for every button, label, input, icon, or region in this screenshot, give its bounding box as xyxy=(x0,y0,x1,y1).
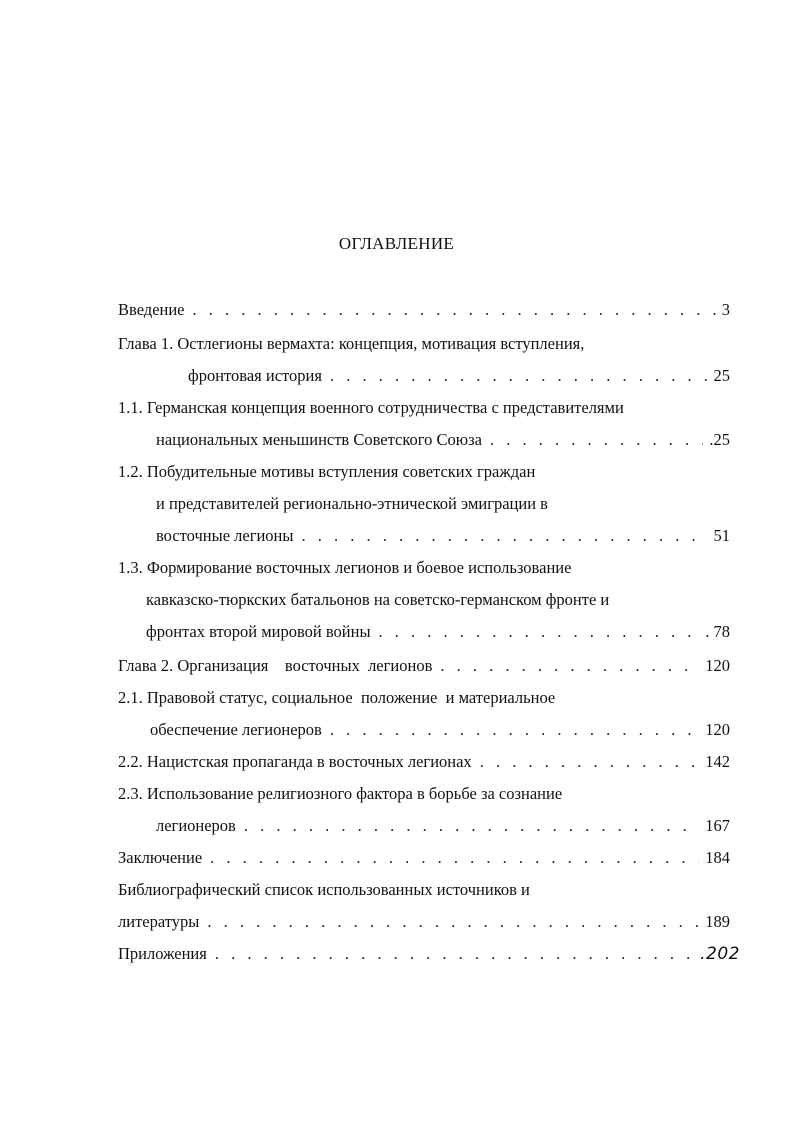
toc-leader-dots xyxy=(480,752,700,772)
toc-page-number: 189 xyxy=(705,912,730,931)
toc-page-number: 142 xyxy=(705,752,730,771)
toc-page-number: 25 xyxy=(713,366,730,385)
toc-page-number: 120 xyxy=(705,656,730,675)
toc-leader-dots xyxy=(244,816,699,836)
toc-entry-1-3 xyxy=(146,622,730,642)
toc-leader-dots xyxy=(330,720,699,740)
toc-entry-1-1-line1: 1.1. Германская концепция военного сотрудничества с представителями xyxy=(118,398,624,417)
toc-entry-intro xyxy=(118,300,730,320)
toc-entry-conclusion xyxy=(118,848,730,868)
toc-entry-1-2-line1: 1.2. Побудительные мотивы вступления советских граждан xyxy=(118,462,536,481)
toc-entry-2-1 xyxy=(150,720,730,740)
toc-entry-1-2 xyxy=(156,526,730,546)
toc-entry-2-3-line1: 2.3. Использование религиозного фактора в борьбе за сознание xyxy=(118,784,563,803)
toc-entry-2-3 xyxy=(156,816,730,836)
toc-page-number: 184 xyxy=(705,848,730,867)
toc-entry-text: Введение xyxy=(118,300,185,319)
toc-page-number-handwritten: .202 xyxy=(700,944,740,964)
toc-entry-bibliography xyxy=(118,912,730,932)
toc-entry-appendix xyxy=(118,944,740,964)
toc-leader-dots xyxy=(301,526,707,546)
toc-entry-text: фронтовая история xyxy=(188,366,322,385)
toc-leader-dots xyxy=(215,944,694,964)
toc-entry-text: национальных меньшинств Советского Союза xyxy=(156,430,482,449)
toc-entry-1-3-line2: кавказско-тюркских батальонов на советско-германском фронте и xyxy=(146,590,610,609)
toc-leader-dots xyxy=(193,300,716,320)
toc-entry-text: легионеров xyxy=(156,816,236,835)
toc-entry-2-2 xyxy=(118,752,730,772)
toc-page-number: 120 xyxy=(705,720,730,739)
toc-entry-text: Глава 2. Организация восточных легионов xyxy=(118,656,433,675)
toc-leader-dots xyxy=(330,366,708,386)
toc-entry-text: восточные легионы xyxy=(156,526,294,545)
toc-entry-chapter1-line1: Глава 1. Остлегионы вермахта: концепция, мотивация вступления, xyxy=(118,334,585,353)
toc-leader-dots xyxy=(379,622,700,642)
toc-leader-dots xyxy=(210,848,699,868)
toc-page-number: 3 xyxy=(721,300,730,319)
toc-entry-text: 2.2. Нацистская пропаганда в восточных легионах xyxy=(118,752,472,771)
toc-entry-1-1 xyxy=(156,430,730,450)
toc-page-number: . 78 xyxy=(705,622,730,641)
toc-leader-dots xyxy=(440,656,699,676)
toc-title: ОГЛАВЛЕНИЕ xyxy=(338,234,455,253)
toc-entry-1-2-line2: и представителей регионально-этнической эмиграции в xyxy=(156,494,548,513)
toc-entry-1-3-line1: 1.3. Формирование восточных легионов и боевое использование xyxy=(118,558,572,577)
toc-entry-chapter1 xyxy=(188,366,730,386)
toc-leader-dots xyxy=(207,912,699,932)
toc-entry-text: обеспечение легионеров xyxy=(150,720,322,739)
toc-entry-text: фронтах второй мировой войны xyxy=(146,622,371,641)
toc-page-number: 167 xyxy=(705,816,730,835)
toc-entry-2-1-line1: 2.1. Правовой статус, социальное положение и материальное xyxy=(118,688,556,707)
toc-entry-chapter2 xyxy=(118,656,730,676)
toc-leader-dots xyxy=(490,430,703,450)
toc-entry-bibliography-line1: Библиографический список использованных источников и xyxy=(118,880,530,899)
toc-page-number: 51 xyxy=(713,526,730,545)
toc-entry-text: литературы xyxy=(118,912,200,931)
toc-entry-text: Заключение xyxy=(118,848,203,867)
toc-entry-text: Приложения xyxy=(118,944,207,963)
toc-page-number: .25 xyxy=(709,430,730,449)
